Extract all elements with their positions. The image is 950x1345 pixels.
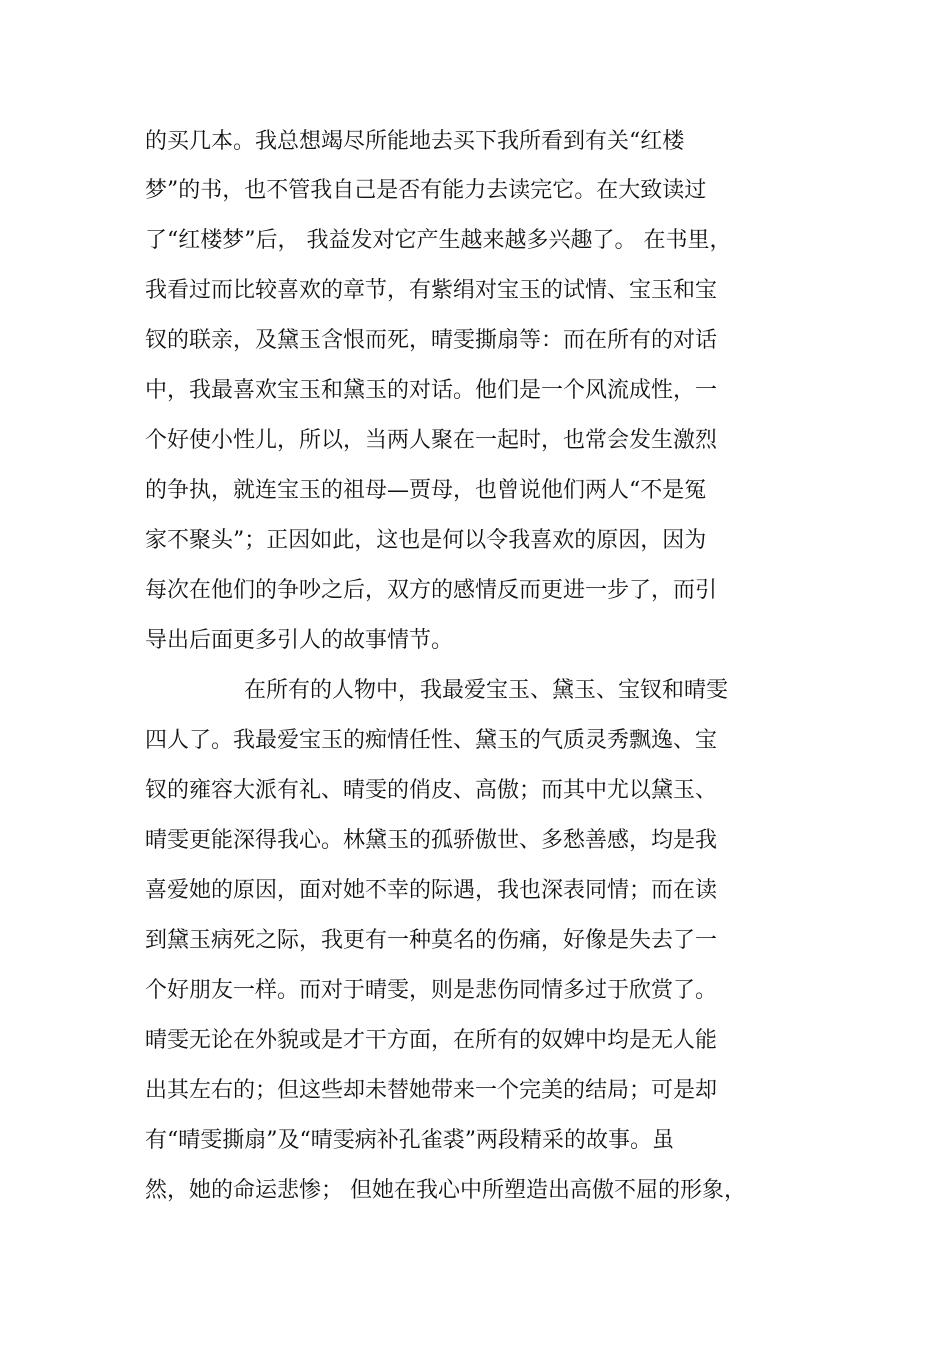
text-line-11: 导出后面更多引人的故事情节。: [145, 628, 454, 653]
text-line-10: 每次在他们的争吵之后，双方的感情反而更进一步了，而引: [145, 578, 718, 603]
text-line-12: 在所有的人物中，我最爱宝玉、黛玉、宝钗和晴雯: [244, 678, 729, 703]
text-line-13: 四人了。我最爱宝玉的痴情任性、黛玉的气质灵秀飘逸、宝: [145, 728, 718, 753]
text-line-2: 梦”的书，也不管我自己是否有能力去读完它。在大致读过: [145, 178, 707, 203]
text-line-6: 中，我最喜欢宝玉和黛玉的对话。他们是一个风流成性，一: [145, 378, 718, 403]
text-line-16: 喜爱她的原因，面对她不幸的际遇，我也深表同情；而在读: [145, 878, 718, 903]
text-line-22: 然，她的命运悲惨； 但她在我心中所塑造出高傲不屈的形象，: [145, 1178, 746, 1203]
text-line-8: 的争执，就连宝玉的祖母—贾母，也曾说他们两人“不是冤: [145, 478, 707, 503]
text-line-15: 晴雯更能深得我心。林黛玉的孤骄傲世、多愁善感，均是我: [145, 828, 718, 853]
text-line-3: 了“红楼梦”后， 我益发对它产生越来越多兴趣了。 在书里，: [145, 228, 732, 253]
text-line-17: 到黛玉病死之际，我更有一种莫名的伤痛，好像是失去了一: [145, 928, 718, 953]
text-line-18: 个好朋友一样。而对于晴雯，则是悲伤同情多过于欣赏了。: [145, 978, 718, 1003]
text-line-4: 我看过而比较喜欢的章节，有紫绢对宝玉的试情、宝玉和宝: [145, 278, 718, 303]
text-line-9: 家不聚头”；正因如此，这也是何以令我喜欢的原因，因为: [145, 528, 707, 553]
text-line-14: 钗的雍容大派有礼、晴雯的俏皮、高傲；而其中尤以黛玉、: [145, 778, 718, 803]
text-line-20: 出其左右的；但这些却未替她带来一个完美的结局；可是却: [145, 1078, 718, 1103]
text-line-1: 的买几本。我总想竭尽所能地去买下我所看到有关“红楼: [145, 129, 685, 154]
text-line-7: 个好使小性儿，所以，当两人聚在一起时，也常会发生激烈: [145, 428, 718, 453]
text-line-21: 有“晴雯撕扇”及“晴雯病补孔雀裘”两段精采的故事。虽: [145, 1128, 674, 1153]
text-line-19: 晴雯无论在外貌或是才干方面，在所有的奴婢中均是无人能: [145, 1028, 718, 1053]
text-line-5: 钗的联亲，及黛玉含恨而死，晴雯撕扇等：而在所有的对话: [145, 328, 718, 353]
